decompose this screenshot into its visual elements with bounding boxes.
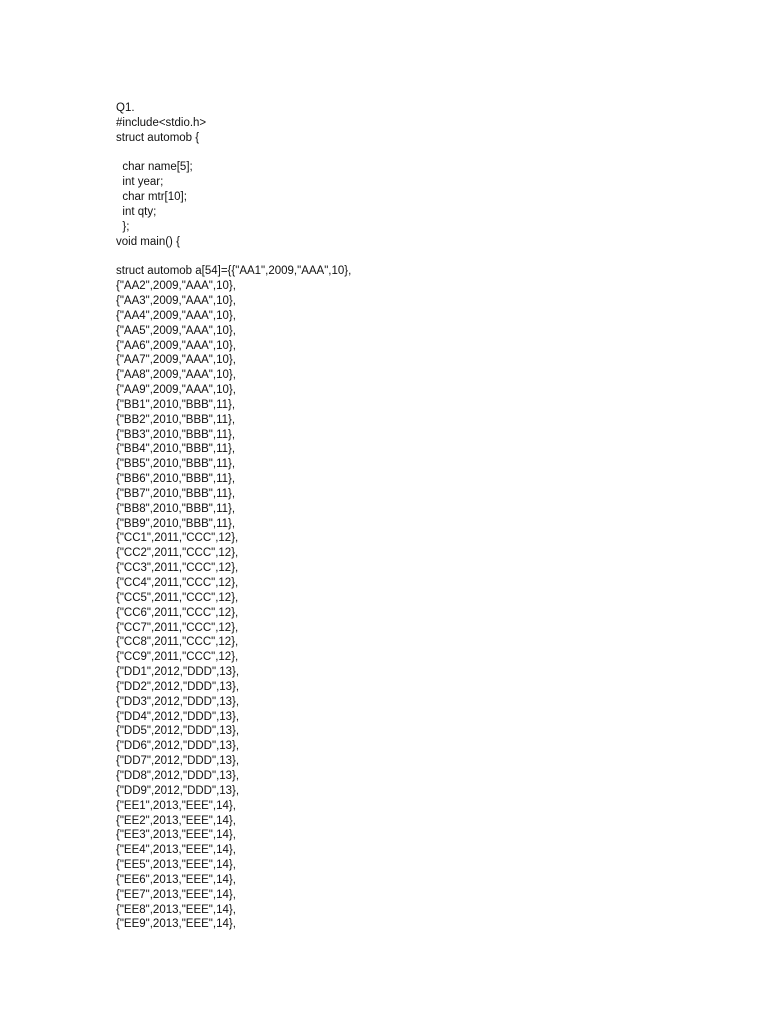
code-line: {"AA2",2009,"AAA",10}, xyxy=(116,280,236,293)
code-line: {"DD5",2012,"DDD",13}, xyxy=(116,725,240,738)
code-line: {"AA9",2009,"AAA",10}, xyxy=(116,384,236,397)
code-line: {"AA3",2009,"AAA",10}, xyxy=(116,294,236,307)
code-line: {"AA8",2009,"AAA",10}, xyxy=(116,369,236,382)
code-line: {"EE6",2013,"EEE",14}, xyxy=(116,873,236,886)
code-line: {"EE7",2013,"EEE",14}, xyxy=(116,888,236,901)
code-line: {"BB8",2010,"BBB",11}, xyxy=(116,502,236,515)
code-line: {"DD7",2012,"DDD",13}, xyxy=(116,755,240,768)
code-line: {"BB1",2010,"BBB",11}, xyxy=(116,398,236,411)
code-line: {"EE4",2013,"EEE",14}, xyxy=(116,844,236,857)
code-line: {"CC9",2011,"CCC",12}, xyxy=(116,651,239,664)
code-line: {"EE2",2013,"EEE",14}, xyxy=(116,814,236,827)
code-line: char mtr[10]; xyxy=(116,191,187,204)
code-line: {"AA5",2009,"AAA",10}, xyxy=(116,324,236,337)
code-line: {"DD9",2012,"DDD",13}, xyxy=(116,784,240,797)
code-line: {"AA7",2009,"AAA",10}, xyxy=(116,354,236,367)
code-listing xyxy=(116,101,351,932)
code-line: {"CC3",2011,"CCC",12}, xyxy=(116,562,239,575)
code-line: {"DD1",2012,"DDD",13}, xyxy=(116,666,240,679)
code-line: char name[5]; xyxy=(116,161,193,174)
code-line: {"DD2",2012,"DDD",13}, xyxy=(116,680,240,693)
code-line xyxy=(116,146,351,161)
code-line: }; xyxy=(116,220,130,233)
code-line: {"AA6",2009,"AAA",10}, xyxy=(116,339,236,352)
code-line: {"CC5",2011,"CCC",12}, xyxy=(116,591,239,604)
code-line: {"BB6",2010,"BBB",11}, xyxy=(116,473,236,486)
code-line: {"EE3",2013,"EEE",14}, xyxy=(116,829,236,842)
code-line: {"DD6",2012,"DDD",13}, xyxy=(116,740,240,753)
code-line: {"EE1",2013,"EEE",14}, xyxy=(116,799,236,812)
code-line xyxy=(116,249,351,264)
code-line: {"DD4",2012,"DDD",13}, xyxy=(116,710,240,723)
code-line: {"BB7",2010,"BBB",11}, xyxy=(116,487,236,500)
code-line: {"CC8",2011,"CCC",12}, xyxy=(116,636,239,649)
code-line: int year; xyxy=(116,176,164,189)
code-line: {"AA4",2009,"AAA",10}, xyxy=(116,309,236,322)
code-line: {"CC6",2011,"CCC",12}, xyxy=(116,606,239,619)
code-line: {"CC1",2011,"CCC",12}, xyxy=(116,532,239,545)
code-line: Q1. xyxy=(116,102,135,114)
code-line: struct automob a[54]={{"AA1",2009,"AAA",10}, xyxy=(116,265,352,278)
code-line: {"EE5",2013,"EEE",14}, xyxy=(116,859,236,872)
code-line: {"CC2",2011,"CCC",12}, xyxy=(116,547,239,560)
code-line: {"BB2",2010,"BBB",11}, xyxy=(116,413,236,426)
code-line: {"BB3",2010,"BBB",11}, xyxy=(116,428,236,441)
code-line: {"DD3",2012,"DDD",13}, xyxy=(116,695,240,708)
code-line: {"BB4",2010,"BBB",11}, xyxy=(116,443,236,456)
code-line: int qty; xyxy=(116,205,157,218)
code-line: {"EE9",2013,"EEE",14}, xyxy=(116,918,236,931)
code-line: {"BB5",2010,"BBB",11}, xyxy=(116,458,236,471)
code-line: {"EE8",2013,"EEE",14}, xyxy=(116,903,236,916)
code-line: {"BB9",2010,"BBB",11}, xyxy=(116,517,236,530)
code-line: {"CC4",2011,"CCC",12}, xyxy=(116,577,239,589)
code-line: {"CC7",2011,"CCC",12}, xyxy=(116,621,239,634)
code-line: struct automob { xyxy=(116,131,200,144)
code-line: #include<stdio.h> xyxy=(116,116,207,129)
code-line: {"DD8",2012,"DDD",13}, xyxy=(116,769,240,782)
code-line: void main() { xyxy=(116,235,180,248)
